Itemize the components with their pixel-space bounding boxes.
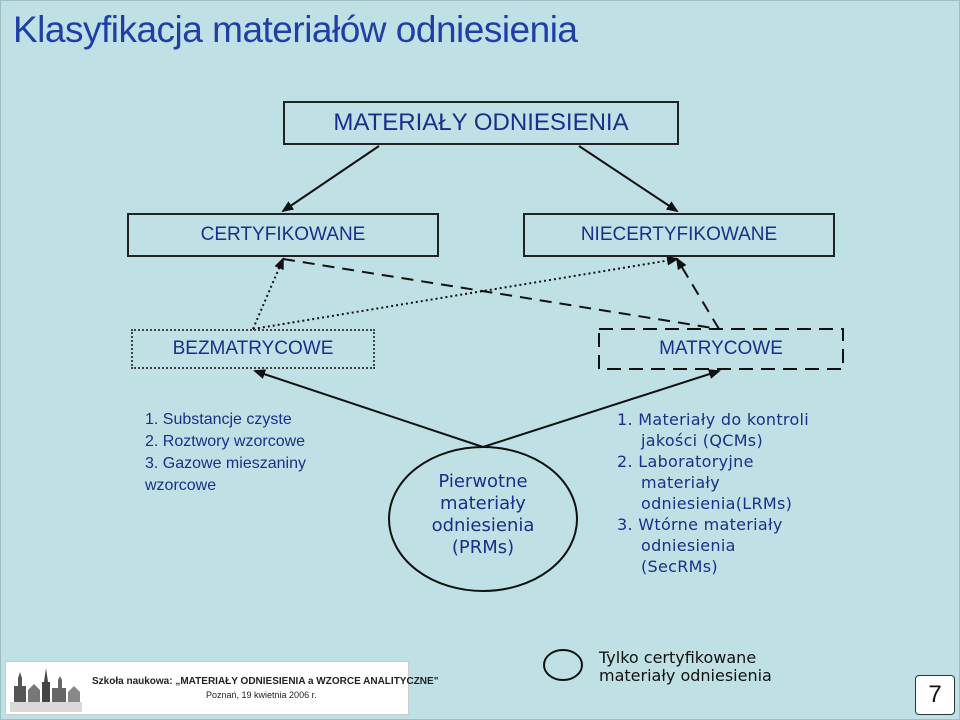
box-reference-materials: MATERIAŁY ODNIESIENIA bbox=[283, 101, 679, 145]
footer-banner bbox=[5, 661, 439, 715]
box-non-certified: NIECERTYFIKOWANE bbox=[523, 213, 835, 257]
footer-school-title: Szkoła naukowa: „MATERIAŁY ODNIESIENIA a WZORCE ANALITYCZNE" bbox=[92, 676, 439, 687]
list-item: odniesienia(LRMs) bbox=[641, 494, 793, 513]
list-item: (SecRMs) bbox=[641, 557, 718, 576]
matrixless-list bbox=[145, 409, 385, 497]
legend-oval bbox=[544, 650, 582, 680]
box-certified: CERTYFIKOWANE bbox=[127, 213, 439, 257]
prm-line: (PRMs) bbox=[451, 537, 515, 558]
list-item: 2. Roztwory wzorcowe bbox=[145, 433, 306, 450]
footer-date: Poznań, 19 kwietnia 2006 r. bbox=[206, 690, 317, 700]
prm-line: materiały bbox=[440, 493, 526, 514]
list-item: wzorcowe bbox=[145, 477, 217, 494]
list-item: materiały bbox=[641, 473, 721, 492]
arrow-root-to-certified bbox=[283, 146, 379, 211]
list-item: 2. Laboratoryjne bbox=[617, 452, 754, 471]
box-matrix: MATRYCOWE bbox=[659, 338, 783, 359]
arrow-matrixless-to-noncertified bbox=[253, 259, 677, 329]
arrow-noncertified-to-matrix bbox=[677, 259, 719, 329]
page-number: 7 bbox=[915, 675, 955, 715]
page-title: Klasyfikacja materiałów odniesienia bbox=[13, 9, 578, 50]
legend-line: materiały odniesienia bbox=[599, 666, 772, 685]
prm-line: odniesienia bbox=[431, 515, 535, 536]
arrow-certified-to-matrix bbox=[283, 259, 719, 329]
arrow-matrixless-to-certified bbox=[253, 259, 283, 329]
list-item: 3. Wtórne materiały bbox=[617, 515, 783, 534]
arrow-root-to-noncertified bbox=[579, 146, 677, 211]
box-matrixless: BEZMATRYCOWE bbox=[131, 329, 375, 369]
list-item: odniesienia bbox=[641, 536, 736, 555]
matrix-list bbox=[617, 409, 877, 577]
prm-label bbox=[401, 471, 565, 559]
prm-line: Pierwotne bbox=[438, 471, 528, 492]
list-item: jakości (QCMs) bbox=[641, 431, 763, 450]
city-skyline-logo-icon bbox=[10, 664, 82, 712]
list-item: 1. Materiały do kontroli bbox=[617, 410, 810, 429]
legend bbox=[599, 649, 772, 685]
list-item: 3. Gazowe mieszaniny bbox=[145, 455, 306, 472]
list-item: 1. Substancje czyste bbox=[145, 411, 292, 428]
legend-line: Tylko certyfikowane bbox=[599, 648, 757, 667]
